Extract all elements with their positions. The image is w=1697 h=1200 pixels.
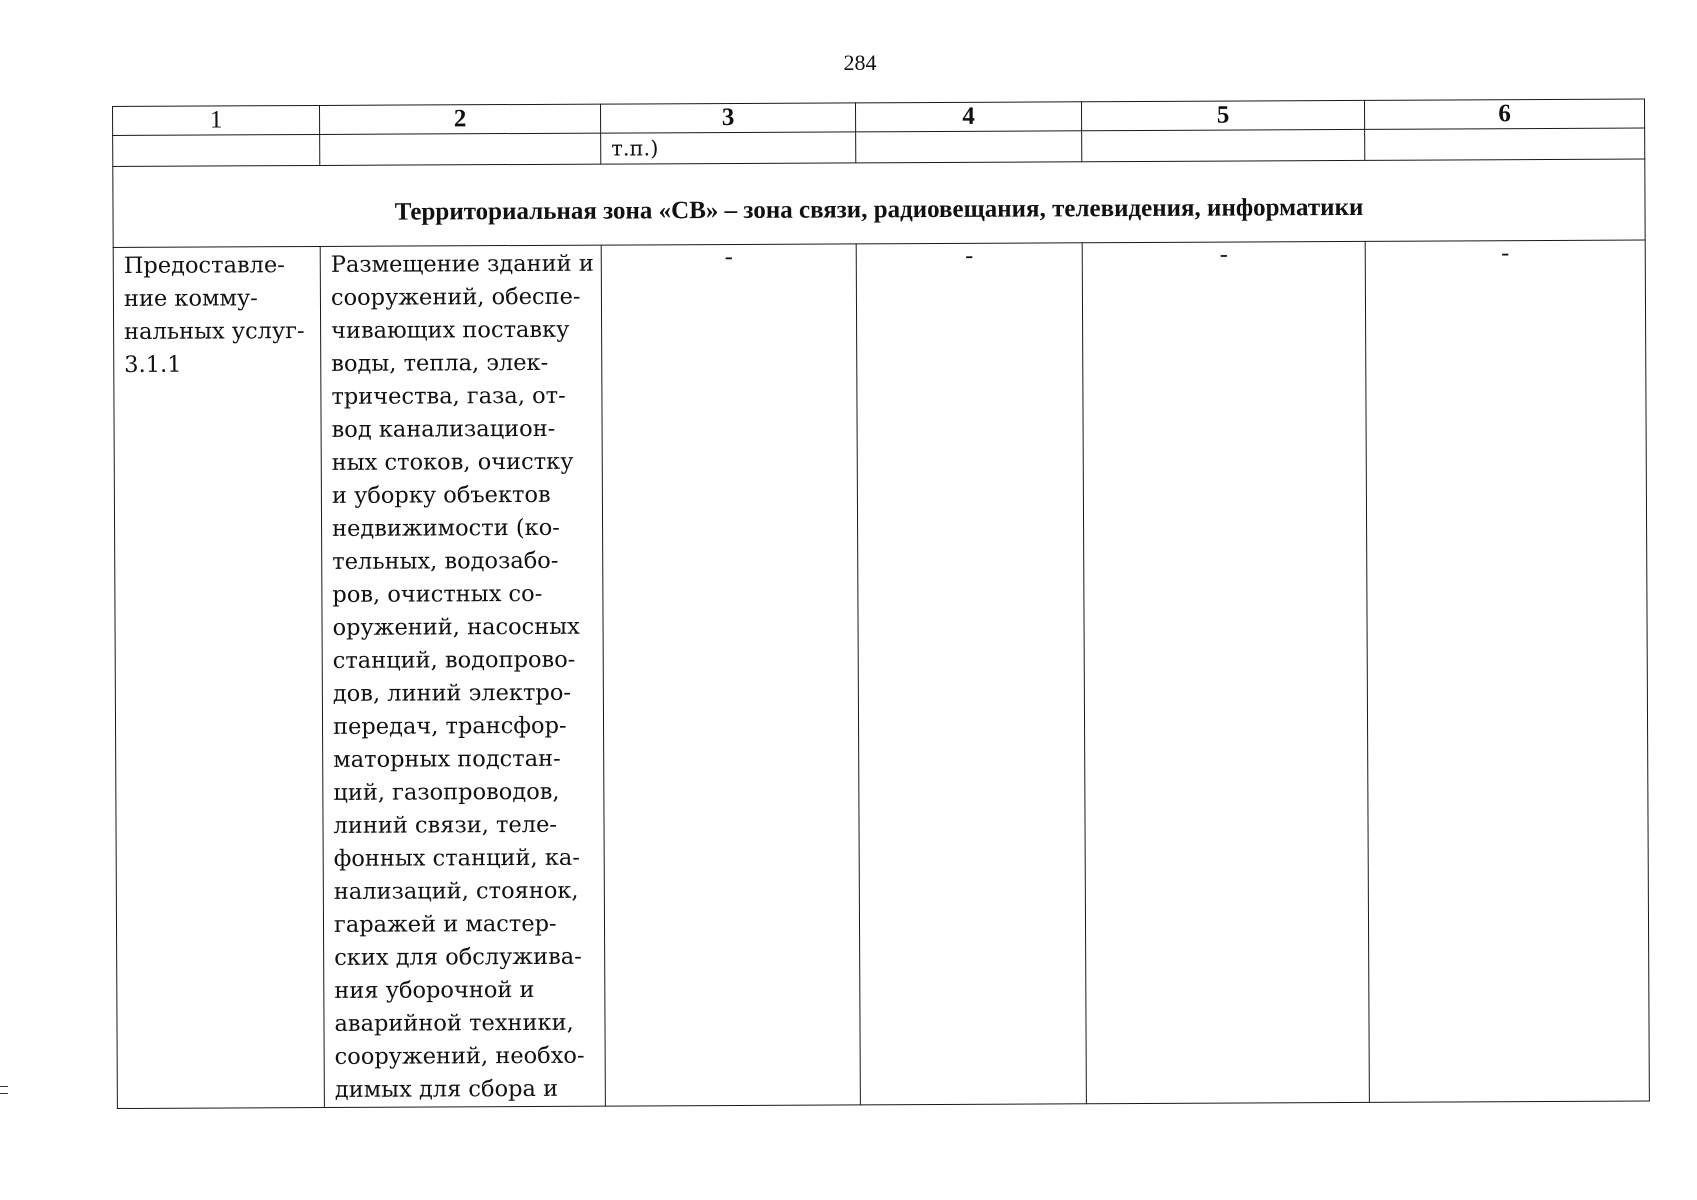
column-number-4: 4 xyxy=(855,102,1081,132)
col4-cell xyxy=(856,243,1086,1105)
scan-edge-mark xyxy=(0,1086,8,1094)
col5-dash: - xyxy=(1219,241,1228,268)
column-number-5: 5 xyxy=(1081,100,1364,130)
continuation-cell-5 xyxy=(1082,129,1365,161)
column-number-1: 1 xyxy=(113,105,320,135)
col6-cell xyxy=(1365,240,1649,1102)
description-text: Размещение зданий и сооружений, обеспе- чивающих поставку воды, тепла, элек- тричества, газа, от- вод канализацион- ных стоков, очистку и уборку объектов недвижимости (ко- тельных, водозабо- ров, очистных со- оружений, насосных станций, водопрово- дов, линий электро- передач, трансфор- маторных подстан- ций, газопроводов, линий связи, теле- фонных станций, ка- нализаций, стоянок, гаражей и мастер- ских для обслужива- ния уборочной и аварийной техники, сооружений, необхо- димых для сбора и xyxy=(330,250,594,1103)
zone-heading: Территориальная зона «СВ» – зона связи, радиовещания, телевидения, информатики xyxy=(113,159,1645,247)
zone-heading-row xyxy=(113,159,1645,247)
page-number: 284 xyxy=(843,50,877,75)
column-number-2: 2 xyxy=(319,104,600,134)
use-type-cell xyxy=(113,246,324,1108)
continuation-cell-6 xyxy=(1365,128,1645,160)
continuation-cell-1 xyxy=(113,134,320,166)
land-use-table xyxy=(112,99,1650,1109)
description-cell xyxy=(320,245,605,1107)
use-type-text: Предоставле- ние комму- нальных услуг- 3.1.1 xyxy=(123,252,305,378)
col3-dash: - xyxy=(724,243,733,271)
column-number-3: 3 xyxy=(600,103,855,133)
table-row xyxy=(113,240,1649,1108)
continuation-cell-3: т.п.) xyxy=(601,132,856,164)
col4-dash: - xyxy=(965,242,974,269)
continuation-cell-2 xyxy=(320,133,601,165)
column-number-6: 6 xyxy=(1364,99,1644,129)
col6-dash: - xyxy=(1501,240,1510,267)
continuation-cell-4 xyxy=(856,131,1082,163)
col5-cell xyxy=(1082,241,1369,1103)
col3-cell xyxy=(601,244,860,1106)
